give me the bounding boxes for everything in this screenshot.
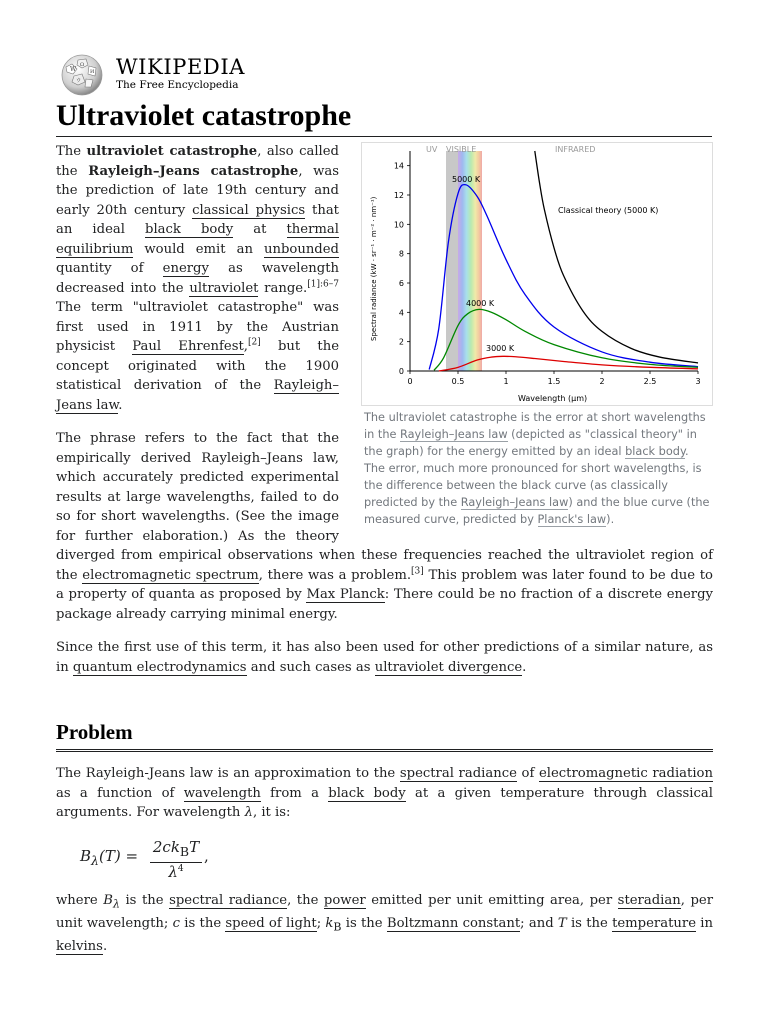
citation-1[interactable]: [1]:6–7 xyxy=(307,279,339,290)
link-black-body[interactable]: black body xyxy=(145,222,234,237)
link-steradian[interactable]: steradian xyxy=(617,892,681,908)
problem-paragraph-1: The Rayleigh-Jeans law is an approximation to the spectral radiance of electromagnetic radiation as a function of wavelength from a black body at a given temperature through classical arguments. For wavelength λ, it is: xyxy=(56,766,713,820)
link-speed-of-light[interactable]: speed of light xyxy=(225,915,317,931)
figure-image[interactable] xyxy=(361,142,713,406)
y-axis-title: Spectral radiance (kW · sr⁻¹ · m⁻² · nm⁻¹) xyxy=(370,196,378,341)
figure xyxy=(361,142,713,528)
svg-text:И: И xyxy=(90,69,95,75)
label-3000k: 3000 K xyxy=(486,344,515,353)
svg-text:W: W xyxy=(70,66,77,73)
region-label-infrared: INFRARED xyxy=(555,145,596,154)
link-paul-ehrenfest[interactable]: Paul Ehrenfest xyxy=(132,339,244,354)
formula-numerator: $2ck_BT$ xyxy=(150,837,202,863)
link-black-body[interactable]: black body xyxy=(625,445,686,458)
x-tick-label: 0 xyxy=(407,377,413,386)
citation-3[interactable]: [3] xyxy=(411,566,424,577)
link-max-planck[interactable]: Max Planck xyxy=(306,587,385,602)
link-spectral-radiance[interactable]: spectral radiance xyxy=(169,892,288,908)
link-spectral-radiance[interactable]: spectral radiance xyxy=(399,766,517,781)
region-label-visible: VISIBLE xyxy=(446,145,477,154)
label-4000k: 4000 K xyxy=(466,299,495,308)
link-rayleigh-jeans-law[interactable]: Rayleigh–Jeans law xyxy=(400,428,508,441)
svg-text:Ω: Ω xyxy=(80,62,85,68)
intro-paragraph-1: The ultraviolet catastrophe, also called the Rayleigh–Jeans catastrophe, was the prediction of late 19th century and early 20th century classical physics that an ideal black body at thermal equilibrium would emit an unbounded quantity of energy as wavelength decreased into the ultraviolet range.$^{[1]:6-7}$ The term "ultraviolet catastrophe" was first used in 1911 by the Austrian physicist Paul Ehrenfest,[2] but the concept originated with the 1900 statistical derivation of the Rayleigh–Jeans law. xyxy=(56,144,339,413)
link-power[interactable]: power xyxy=(323,892,366,908)
x-tick-label: 2.5 xyxy=(643,377,657,386)
link-quantum-electrodynamics[interactable]: quantum electrodynamics xyxy=(72,659,247,675)
link-rayleigh-jeans-law[interactable]: Rayleigh–Jeans law xyxy=(56,378,339,413)
link-ultraviolet[interactable]: ultraviolet xyxy=(189,280,259,296)
region-label-uv: UV xyxy=(426,145,438,154)
wikipedia-wordmark[interactable]: WIKIPEDIA xyxy=(116,55,246,79)
y-tick-label: 6 xyxy=(398,279,404,288)
y-tick-label: 0 xyxy=(398,367,404,376)
link-black-body[interactable]: black body xyxy=(328,785,406,801)
svg-text:ウ: ウ xyxy=(76,78,82,84)
link-temperature[interactable]: temperature xyxy=(612,915,697,931)
link-unbounded[interactable]: unbounded xyxy=(263,241,339,257)
x-tick-label: 3 xyxy=(695,377,701,386)
y-tick-label: 10 xyxy=(393,220,404,230)
y-tick-label: 4 xyxy=(398,308,404,318)
x-axis-title: Wavelength (μm) xyxy=(518,394,588,403)
link-kelvins[interactable]: kelvins xyxy=(56,938,103,954)
x-tick-label: 0.5 xyxy=(451,377,465,386)
link-classical-physics[interactable]: classical physics xyxy=(192,202,306,218)
link-electromagnetic-radiation[interactable]: electromagnetic radiation xyxy=(538,766,713,781)
link-energy[interactable]: energy xyxy=(162,261,209,276)
section-heading-problem: Problem xyxy=(56,719,713,752)
blackbody-spectrum-chart xyxy=(362,143,712,405)
wikipedia-globe-logo-icon[interactable] xyxy=(56,52,108,96)
formula-fraction xyxy=(150,837,202,882)
label-classical-theory: Classical theory (5000 K) xyxy=(558,206,659,215)
article-body xyxy=(56,142,713,970)
figure-caption: The ultraviolet catastrophe is the error at short wavelengths in the Rayleigh–Jeans law (depicted as "classical theory" in the graph) for the energy emitted by an ideal black body. The error, much more pronounced for short wavelengths, is the difference between the black curve (as classically predicted by the Rayleigh–Jeans law) and the blue curve (the measured curve, predicted by Planck's law). xyxy=(364,411,710,526)
y-tick-label: 12 xyxy=(393,191,404,200)
x-tick-label: 1 xyxy=(503,377,509,386)
intro-paragraph-2: The phrase refers to the fact that the empirically derived Rayleigh–Jeans law, which accurately predicted experimental results at large wavelengths, failed to do so for short wavelengths. (See the image for further elaboration.) As the theory diverged from empirical observations when these frequencies reached the ultraviolet region of the electromagnetic spectrum, there was a problem.[3] This problem was later found to be due to a property of quanta as proposed by Max Planck: There could be no fraction of a discrete energy package already carrying minimal energy. xyxy=(56,431,713,622)
x-tick-label: 1.5 xyxy=(547,377,561,386)
link-rayleigh-jeans-law[interactable]: Rayleigh–Jeans law xyxy=(460,496,569,509)
formula-denominator: $\lambda^4$ xyxy=(168,862,184,881)
intro-paragraph-3: Since the first use of this term, it has also been used for other predictions of a similar nature, as in quantum electrodynamics and such cases as ultraviolet divergence. xyxy=(56,640,713,675)
y-tick-label: 8 xyxy=(398,249,404,259)
y-tick-label: 2 xyxy=(398,337,404,347)
link-plancks-law[interactable]: Planck's law xyxy=(537,513,607,526)
link-electromagnetic-spectrum[interactable]: electromagnetic spectrum xyxy=(82,567,259,583)
wikipedia-tagline: The Free Encyclopedia xyxy=(116,79,239,91)
citation-2[interactable]: [2] xyxy=(248,337,261,348)
link-ultraviolet-divergence[interactable]: ultraviolet divergence xyxy=(374,659,523,675)
link-boltzmann-constant[interactable]: Boltzmann constant xyxy=(386,915,521,931)
label-5000k: 5000 K xyxy=(452,175,481,184)
chart-axes xyxy=(394,151,701,386)
rayleigh-jeans-formula: $B_\lambda(T)$ = $2ck_BT$ $\lambda^4$ , xyxy=(80,837,209,881)
link-wavelength[interactable]: wavelength xyxy=(183,785,261,801)
page-title: Ultraviolet catastrophe xyxy=(56,98,712,137)
visible-region-band xyxy=(458,151,482,371)
problem-paragraph-2: where $B_\lambda$ is the spectral radiance, the power emitted per unit emitting area, per steradian, per unit wavelength; c is the speed of light; $k_B$ is the Boltzmann constant; and T is the temperature in kelvins. xyxy=(56,892,714,954)
link-thermal-equilibrium[interactable]: thermal equilibrium xyxy=(56,222,339,257)
formula-lhs: $B_\lambda(T)$ = xyxy=(80,846,139,868)
x-tick-label: 2 xyxy=(599,377,605,386)
y-tick-label: 14 xyxy=(393,161,404,171)
